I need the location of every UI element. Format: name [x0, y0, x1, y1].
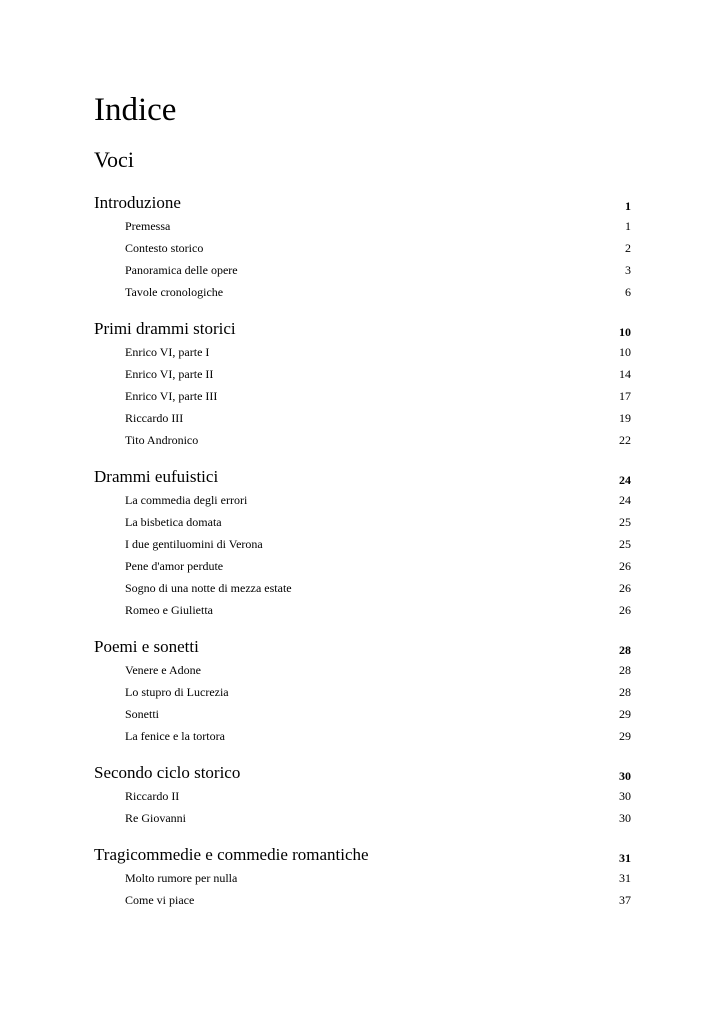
toc-entry-page: 30: [619, 789, 631, 803]
toc-section: [94, 462, 631, 621]
page-subtitle: Voci: [94, 147, 134, 172]
toc-entry[interactable]: [94, 341, 631, 363]
toc-entry-label: Riccardo II: [125, 789, 180, 803]
toc-entry-label: Lo stupro di Lucrezia: [125, 685, 229, 699]
toc-section-title: Primi drammi storici: [94, 319, 236, 338]
toc-entry-label: Re Giovanni: [125, 811, 186, 825]
toc-entry[interactable]: [94, 785, 631, 807]
toc-section-heading[interactable]: [94, 840, 631, 866]
toc-entry-label: La commedia degli errori: [125, 493, 248, 507]
toc-entry[interactable]: [94, 215, 631, 237]
toc-entry-page: 29: [619, 707, 631, 721]
toc-entry[interactable]: [94, 489, 631, 511]
toc-section-page: 30: [619, 769, 631, 783]
toc-entry-page: 14: [619, 367, 631, 381]
toc-entry-label: Venere e Adone: [125, 663, 201, 677]
toc-entry[interactable]: [94, 725, 631, 747]
toc-section-heading[interactable]: [94, 188, 631, 214]
toc-entry-page: 37: [619, 893, 631, 907]
toc-entry-page: 26: [619, 603, 631, 617]
toc-section-page: 24: [619, 473, 631, 487]
toc-entry-label: Contesto storico: [125, 241, 204, 255]
toc-entry-page: 26: [619, 581, 631, 595]
toc-entry[interactable]: [94, 363, 631, 385]
toc-entry[interactable]: [94, 599, 631, 621]
toc-entry-page: 17: [619, 389, 631, 403]
toc-entry-label: I due gentiluomini di Verona: [125, 537, 263, 551]
toc-entry[interactable]: [94, 407, 631, 429]
toc-entry-label: Romeo e Giulietta: [125, 603, 213, 617]
toc-section-heading[interactable]: [94, 632, 631, 658]
toc-section-title: Introduzione: [94, 193, 181, 212]
toc-entry[interactable]: [94, 867, 631, 889]
toc-entry-label: Enrico VI, parte I: [125, 345, 210, 359]
toc-section-heading[interactable]: [94, 314, 631, 340]
toc-entry-page: 6: [625, 285, 631, 299]
toc-entry-page: 26: [619, 559, 631, 573]
toc-entry[interactable]: [94, 889, 631, 911]
toc-entry[interactable]: [94, 237, 631, 259]
toc-section-page: 10: [619, 325, 631, 339]
toc-section-page: 1: [625, 199, 631, 213]
toc-entry-label: Premessa: [125, 219, 171, 233]
toc-entry-label: Enrico VI, parte III: [125, 389, 218, 403]
toc-entry[interactable]: [94, 703, 631, 725]
toc-section: [94, 840, 631, 911]
toc-entry-page: 22: [619, 433, 631, 447]
toc-section-page: 28: [619, 643, 631, 657]
toc-section-title: Drammi eufuistici: [94, 467, 219, 486]
toc-entry[interactable]: [94, 511, 631, 533]
toc-entry[interactable]: [94, 259, 631, 281]
toc-entry[interactable]: [94, 281, 631, 303]
toc-entry-label: Come vi piace: [125, 893, 195, 907]
toc-entry[interactable]: [94, 577, 631, 599]
toc-section-title: Tragicommedie e commedie romantiche: [94, 845, 369, 864]
toc-section-page: 31: [619, 851, 631, 865]
toc-entry[interactable]: [94, 807, 631, 829]
toc-entry-page: 25: [619, 537, 631, 551]
toc-entry[interactable]: [94, 385, 631, 407]
toc-section-title: Poemi e sonetti: [94, 637, 199, 656]
toc-entry-label: Sonetti: [125, 707, 160, 721]
toc-entry-label: La bisbetica domata: [125, 515, 222, 529]
toc-entry-label: Riccardo III: [125, 411, 184, 425]
toc-section: [94, 758, 631, 829]
toc-entry[interactable]: [94, 533, 631, 555]
toc-entry-page: 19: [619, 411, 631, 425]
table-of-contents: [94, 188, 631, 922]
toc-section: [94, 188, 631, 303]
toc-section-heading[interactable]: [94, 758, 631, 784]
toc-entry[interactable]: [94, 555, 631, 577]
toc-entry-label: Molto rumore per nulla: [125, 871, 238, 885]
toc-entry-label: Pene d'amor perdute: [125, 559, 224, 573]
toc-entry-page: 25: [619, 515, 631, 529]
toc-section: [94, 632, 631, 747]
toc-entry-label: Tavole cronologiche: [125, 285, 224, 299]
toc-entry[interactable]: [94, 681, 631, 703]
toc-entry-page: 30: [619, 811, 631, 825]
toc-entry-page: 3: [625, 263, 631, 277]
toc-entry-page: 1: [625, 219, 631, 233]
toc-entry-label: La fenice e la tortora: [125, 729, 225, 743]
toc-entry-label: Enrico VI, parte II: [125, 367, 214, 381]
toc-entry-page: 2: [625, 241, 631, 255]
toc-entry-page: 29: [619, 729, 631, 743]
toc-entry-label: Panoramica delle opere: [125, 263, 238, 277]
toc-section-title: Secondo ciclo storico: [94, 763, 241, 782]
page-title: Indice: [94, 92, 177, 128]
toc-entry-label: Tito Andronico: [125, 433, 199, 447]
toc-entry-page: 24: [619, 493, 631, 507]
toc-entry-page: 31: [619, 871, 631, 885]
toc-section: [94, 314, 631, 451]
toc-entry-page: 10: [619, 345, 631, 359]
toc-section-heading[interactable]: [94, 462, 631, 488]
toc-entry-label: Sogno di una notte di mezza estate: [125, 581, 292, 595]
toc-entry[interactable]: [94, 429, 631, 451]
toc-entry-page: 28: [619, 685, 631, 699]
toc-entry[interactable]: [94, 659, 631, 681]
toc-entry-page: 28: [619, 663, 631, 677]
